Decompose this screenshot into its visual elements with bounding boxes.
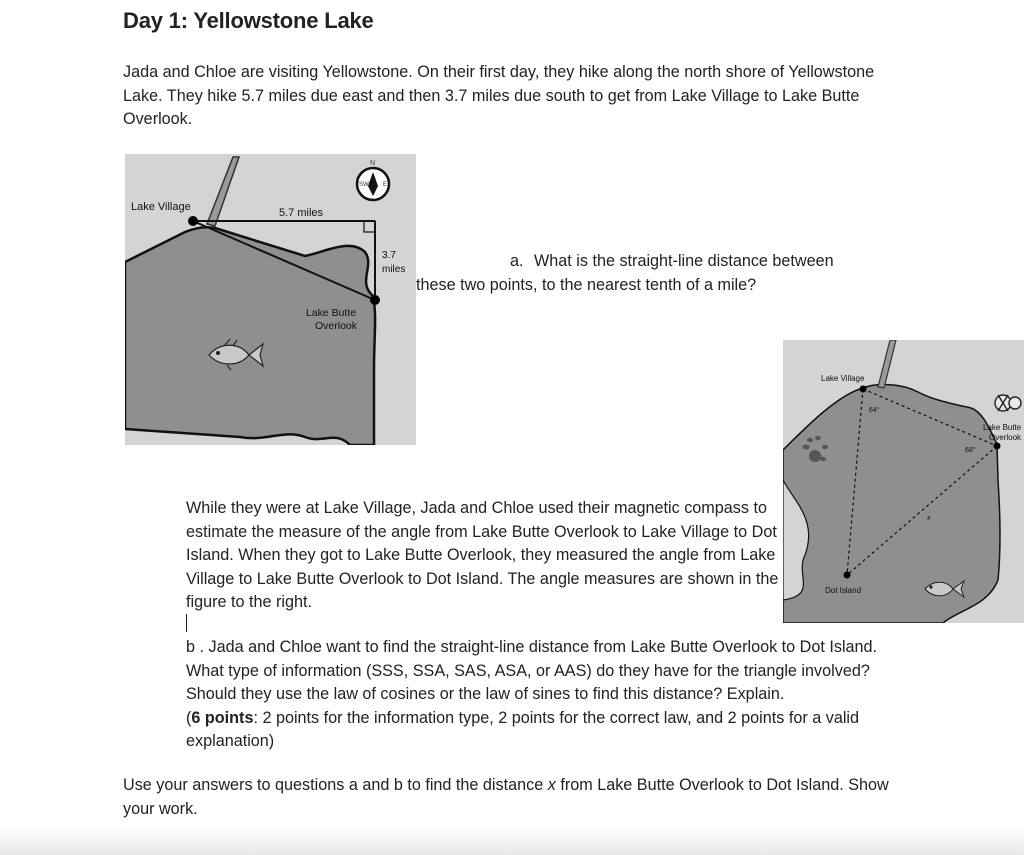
question-a	[416, 250, 876, 297]
final-before-x: Use your answers to questions a and b to find the distance	[123, 776, 548, 794]
lake-butte-dot	[370, 295, 380, 305]
page-title: Day 1: Yellowstone Lake	[123, 8, 374, 33]
question-a-number: a.	[510, 252, 524, 270]
angle-village-label: 64°	[869, 407, 880, 414]
unknown-side-label: x	[927, 515, 931, 522]
compass-icon	[995, 395, 1021, 411]
lake-village-dot	[860, 386, 867, 393]
south-distance-value: 3.7	[382, 250, 396, 261]
points-open: (	[186, 708, 192, 727]
dot-island-dot	[844, 572, 851, 579]
lake-village-label: Lake Village	[131, 201, 191, 213]
angle-butte-label: 68°	[965, 447, 976, 454]
svg-text:E: E	[383, 182, 388, 188]
lake-village-label: Lake Village	[821, 374, 865, 383]
intro-paragraph: Jada and Chloe are visiting Yellowstone. On their first day, they hike along the north shore of Yellowstone Lake. They hike 5.7 miles due east and then 3.7 miles due south to get from Lake Village to Lake Butte Overlook.	[123, 63, 875, 128]
question-a-line1	[416, 250, 876, 274]
final-after-x: from Lake Butte Overlook to Dot Island. Show your work.	[123, 776, 889, 818]
svg-text:N: N	[370, 160, 376, 167]
points-rest: : 2 points for the information type, 2 points for the correct law, and 2 points for a valid explanation)	[186, 708, 860, 750]
east-distance-label: 5.7 miles	[279, 207, 324, 219]
final-x: x	[547, 776, 556, 794]
svg-text:SW: SW	[359, 182, 369, 188]
question-b	[186, 636, 906, 754]
lake-butte-label-line2: Overlook	[314, 320, 358, 332]
lake-village-dot	[188, 216, 198, 226]
final-instruction	[123, 774, 913, 821]
south-distance-unit: miles	[382, 264, 406, 275]
lake-butte-label-line1: Lake Butte	[983, 423, 1022, 432]
question-a-text-line2: these two points, to the nearest tenth of a mile?	[416, 275, 757, 294]
dot-island-label: Dot Island	[825, 586, 862, 595]
lake-butte-dot	[994, 443, 1001, 450]
lake-shape	[125, 227, 375, 445]
text-cursor	[186, 614, 187, 632]
map-triangle-dot-island	[783, 340, 1024, 623]
question-b-text: b . Jada and Chloe want to find the straight-line distance from Lake Butte Overlook to Dot Island. What type of information (SSS, SSA, SAS, ASA, or AAS) do they have for the triangle involved? Should they use the law of cosines or the law of sines to find this distance? Explain.	[186, 638, 878, 703]
lake-butte-label-line1: Lake Butte	[305, 307, 357, 319]
question-a-text-line1: What is the straight-line distance between	[534, 252, 834, 270]
compass-paragraph: While they were at Lake Village, Jada and Chloe used their magnetic compass to estimate the measure of the angle from Lake Butte Overlook to Lake Village to Dot Island. When they got to Lake Butte Overlook, they measured the angle from Lake Village to Lake Butte Overlook to Dot Island. The angle measures are shown in the figure to the right.	[186, 499, 779, 611]
bottom-fade-bar	[0, 826, 1024, 855]
map-lake-village-to-butte	[125, 154, 416, 445]
points-bold: 6 points	[191, 708, 254, 727]
lake-butte-label-line2: Overlook	[989, 433, 1022, 442]
lake-shape	[783, 385, 1000, 623]
